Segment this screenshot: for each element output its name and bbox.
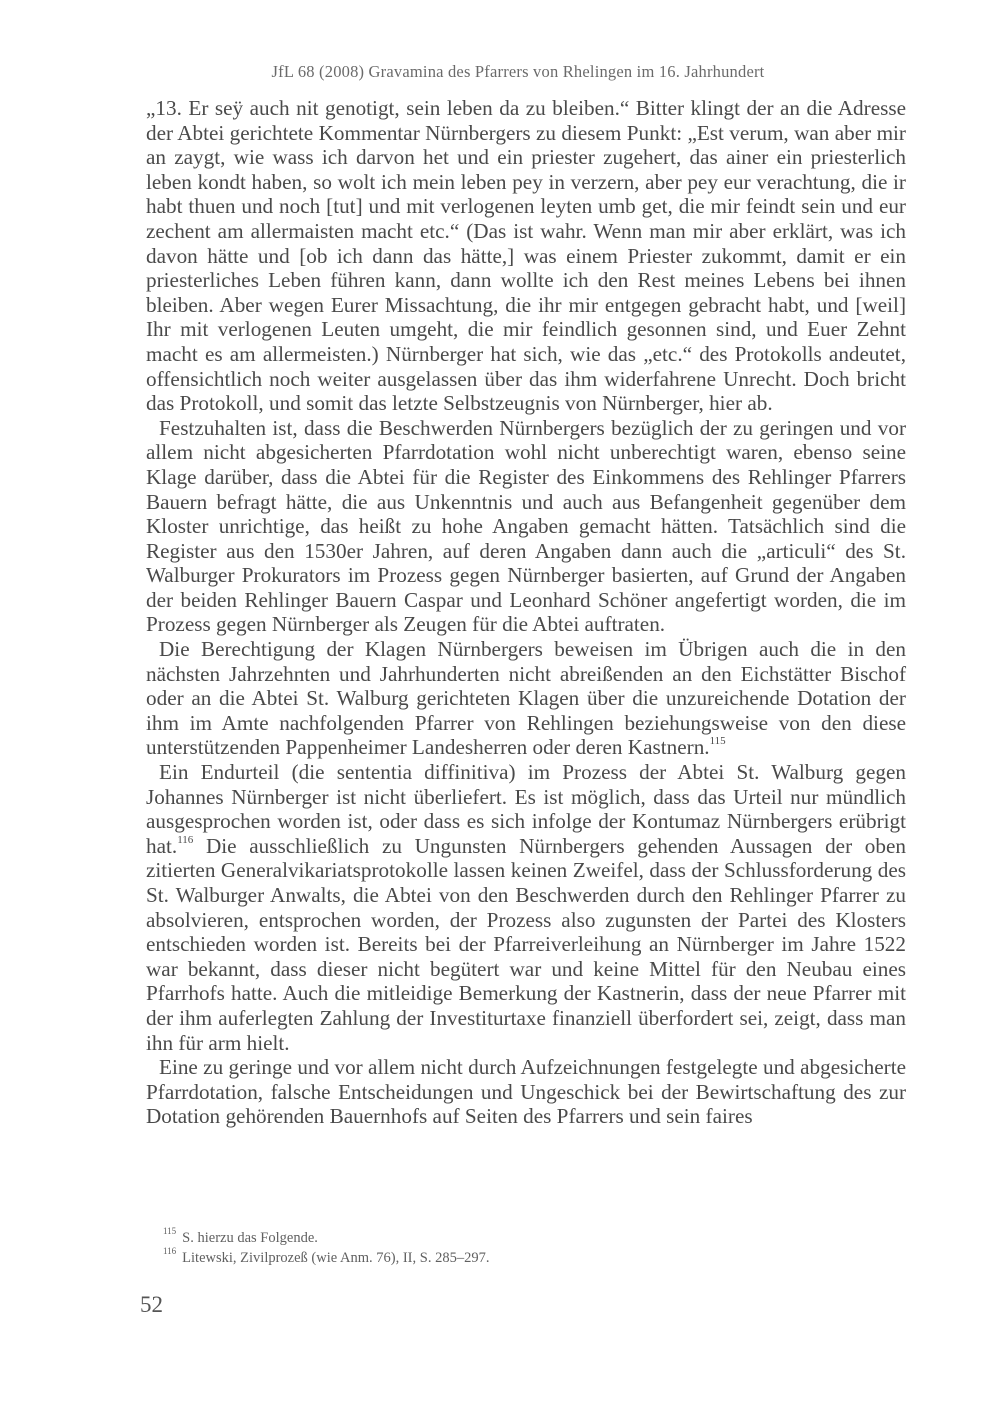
footnote-text: S. hierzu das Folgende. — [182, 1230, 318, 1246]
paragraph-text: Die ausschließlich zu Ungunsten Nürnbergers gehenden Aussagen der oben zitierten Generalvikariatsprotokolle lassen keinen Zweifel, dass der Schlussforderung des St. Walburger Anwalts, die Abtei von den Beschwerden durch den Rehlinger Pfarrer zu absolvieren, entsprochen worden, der Prozess also zugunsten der Partei des Klosters entschieden worden ist. Bereits bei der Pfarreiverleihung an Nürnberger im Jahre 1522 war bekannt, dass dieser nicht begütert war und keine Mittel für den Neubau eines Pfarrhofs hatte. Auch die mitleidige Bemerkung der Kastnerin, dass der neue Pfarrer mit der ihm auferlegten Zahlung der Investiturtaxe finanziell überfordert sei, zeigt, dass man ihn für arm hielt. — [146, 833, 906, 1055]
footnote-number: 115 — [163, 1226, 177, 1237]
running-head: JfL 68 (2008) Gravamina des Pfarrers von Rhelingen im 16. Jahrhundert — [271, 62, 765, 81]
footnote-text: Litewski, Zivilprozeß (wie Anm. 76), II, S. 285–297. — [182, 1250, 490, 1266]
paragraph-text: „13. Er seÿ auch nit genotigt, sein leben da zu bleiben.“ Bitter klingt der an die Adresse der Abtei gerichtete Kommentar Nürnbergers zu diesem Punkt: „Est verum, wan aber mir an zaygt, wie wass ich darvon het und ein priester zugehert, das ainer ein priesterlich leben kondt haben, so wolt ich mein leben pey in verzern, aber pey eur verachtung, die ir habt thuen und noch [tut] und mit verlogenen leyten umb get, die mir feindt sein und eur zechent am allermaisten macht etc.“ (Das ist wahr. Wenn man mir aber erklärt, was ich davon hätte und [ob ich dann das hätte,] was einem Priester zukommt, damit er ein priesterliches Leben führen kann, dann wollte ich den Rest meines Lebens bei ihnen bleiben. Aber wegen Eurer Missachtung, die ihr mir entgegen gebracht habt, und [weil] Ihr mit verlogenen Leuten umgeht, die mir feindlich gesonnen sind, und Euer Zehnt macht es am allermeisten.) Nürnberger hat sich, wie das „etc.“ des Protokolls andeutet, offensichtlich noch weiter ausgelassen über das ihm widerfahrene Unrecht. Doch bricht das Protokoll, und somit das letzte Selbstzeugnis von Nürnberger, hier ab. — [146, 96, 906, 416]
paragraph — [146, 96, 906, 416]
footnote-reference: 115 — [709, 735, 726, 748]
paragraph-text: Eine zu geringe und vor allem nicht durch Aufzeichnungen festgelegte und abgesicherte Pfarrdotation, falsche Entscheidungen und Ungeschick bei der Bewirtschaftung des zur Dotation gehörenden Bauernhofs auf Seiten des Pfarrers und sein faires — [146, 1055, 906, 1129]
footnote-reference: 116 — [177, 833, 194, 846]
paragraph-text: Festzuhalten ist, dass die Beschwerden Nürnbergers bezüglich der zu geringen und vor allem nicht abgesicherten Pfarrdotation wohl nicht unberechtigt waren, ebenso seine Klage darüber, dass die Abtei für die Register des Einkommens des Rehlinger Pfarrers Bauern befragt hätte, die aus Unkenntnis und auch aus Befangenheit gegenüber dem Kloster unrichtige, das heißt zu hohe Angaben gemacht hätten. Tatsächlich sind die Register aus den 1530er Jahren, auf deren Angaben dann auch die „articuli“ des St. Walburger Prokurators im Prozess gegen Nürnberger basierten, auf Grund der Angaben der beiden Rehlinger Bauern Caspar und Leonhard Schöner angefertigt worden, die im Prozess gegen Nürnberger als Zeugen für die Abtei auftraten. — [146, 415, 906, 637]
paragraph — [146, 637, 906, 760]
paragraph — [146, 760, 906, 1055]
body-text — [146, 96, 906, 1129]
paragraph-text: Ein Endurteil (die sententia diffinitiva) im Prozess der Abtei St. Walburg gegen Johannes Nürnberger ist nicht überliefert. Es ist möglich, dass das Urteil nur mündlich ausgesprochen worden ist, oder dass es sich infolge der Kontumaz Nürnbergers erübrigt hat. — [146, 760, 906, 858]
footnotes — [163, 1228, 863, 1268]
paragraph — [146, 1055, 906, 1129]
footnote-number: 116 — [163, 1246, 177, 1257]
paragraph — [146, 416, 906, 637]
page-number: 52 — [140, 1292, 163, 1317]
footnote — [163, 1248, 863, 1268]
paragraph-text: Die Berechtigung der Klagen Nürnbergers beweisen im Übrigen auch die in den nächsten Jahrzehnten und Jahrhunderten nicht abreißenden an den Eichstätter Bischof oder an die Abtei St. Walburg gerichteten Klagen über die unzureichende Dotation der ihm im Amte nachfolgenden Pfarrer von Rehlingen beziehungsweise von den diese unterstützenden Pappenheimer Landesherren oder deren Kastnern. — [146, 637, 906, 760]
footnote — [163, 1228, 863, 1248]
